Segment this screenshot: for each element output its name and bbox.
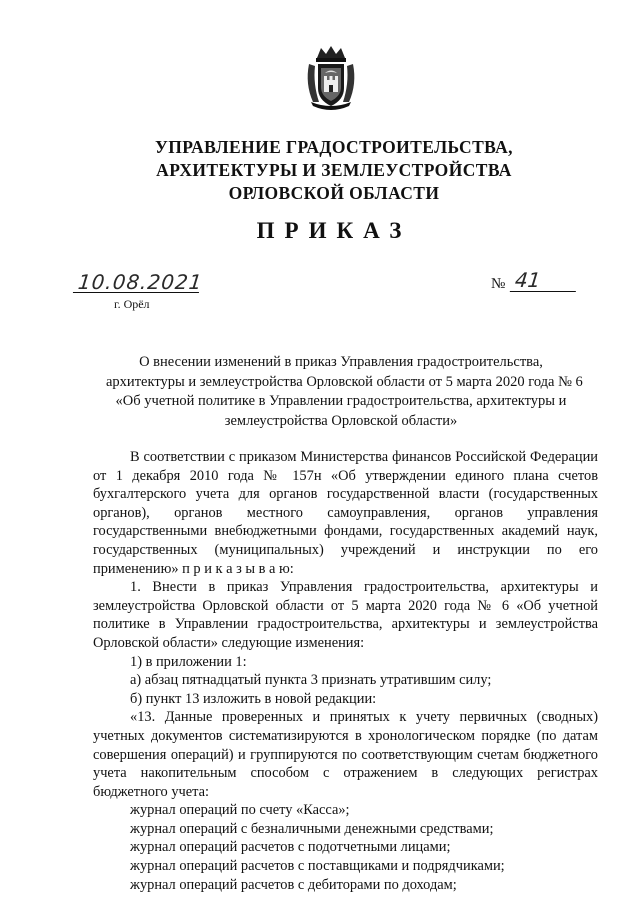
subject-line-2: архитектуры и землеустройства Орловской области от 5 марта 2020 года № 6	[106, 373, 583, 390]
order-date: 10.08.2021	[73, 272, 201, 293]
subject-line-3: «Об учетной политике в Управлении градостроительства, архитектуры и	[115, 393, 567, 409]
organization-line-3: ОРЛОВСКОЙ ОБЛАСТИ	[228, 183, 440, 203]
organization-name	[0, 136, 640, 205]
clause-13-paragraph: «13. Данные проверенных и принятых к учету первичных (сводных) учетных документов систематизируются в хронологическом порядке (по датам совершения операций) и группируются по соответствующим счетам бюджетного учета накопительным способом с отражением в следующих регистрах бюджетного учета:	[93, 709, 598, 800]
item-1-1-a-paragraph: а) абзац пятнадцатый пункта 3 признать утратившим силу;	[130, 672, 492, 689]
journal-list-item: журнал операций по счету «Касса»;	[130, 802, 350, 819]
journal-list-item: журнал операций расчетов с дебиторами по доходам;	[130, 876, 457, 893]
journal-list-item: журнал операций расчетов с поставщиками и подрядчиками;	[130, 858, 505, 875]
order-number: 41	[510, 269, 578, 292]
item-1-1-paragraph: 1) в приложении 1:	[130, 653, 247, 670]
coat-of-arms-emblem	[303, 44, 359, 110]
document-type-title: ПРИКАЗ	[256, 218, 412, 243]
order-subject	[106, 353, 583, 431]
item-1-paragraph: 1. Внести в приказ Управления градостроительства, архитектуры и землеустройства Орловской области от 5 марта 2020 года № 6 «Об учетной политике в Управлении градостроительства, архитектуры и землеустройства Орловской области» следующие изменения:	[93, 579, 598, 651]
order-body	[93, 448, 598, 894]
journal-list-item: журнал операций с безналичными денежными средствами;	[130, 820, 494, 837]
subject-line-1: О внесении изменений в приказ Управления градостроительства,	[139, 354, 543, 370]
item-1-1-b-paragraph: б) пункт 13 изложить в новой редакции:	[130, 690, 377, 707]
organization-line-1: УПРАВЛЕНИЕ ГРАДОСТРОИТЕЛЬСТВА,	[155, 137, 513, 157]
order-number-label: №	[491, 276, 506, 292]
order-city: г. Орёл	[114, 297, 150, 311]
preamble-paragraph: В соответствии с приказом Министерства финансов Российской Федерации от 1 декабря 2010 года № 157н «Об утверждении единого плана счетов бухгалтерского учета для органов государственной власти (государственных органов), органов местного самоуправления, органов управления государственными внебюджетными фондами, государственных академий наук, государственных (муниципальных) учреждений и инструкции по его применению» п р и к а з ы в а ю:	[93, 449, 598, 577]
journal-list-item: журнал операций расчетов с подотчетными лицами;	[130, 839, 451, 856]
organization-line-2: АРХИТЕКТУРЫ И ЗЕМЛЕУСТРОЙСТВА	[156, 160, 512, 180]
subject-line-4: землеустройства Орловской области»	[224, 412, 458, 429]
